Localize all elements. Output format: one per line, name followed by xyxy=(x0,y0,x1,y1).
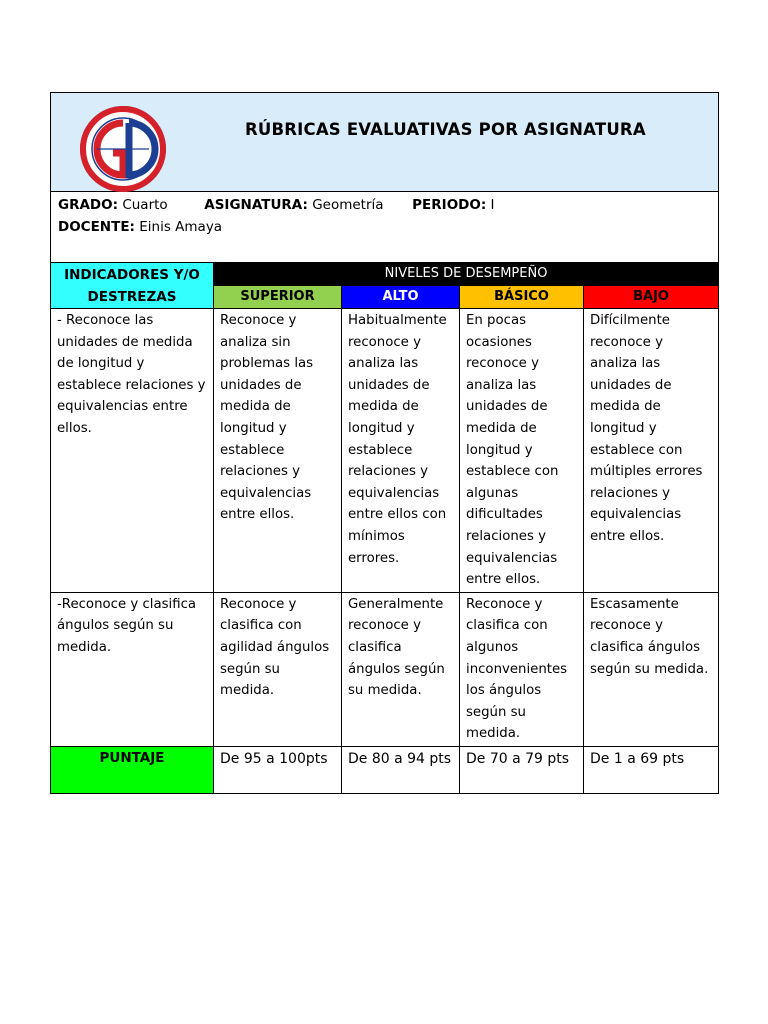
level-bajo: BAJO xyxy=(584,286,719,309)
puntaje-label: PUNTAJE xyxy=(51,746,214,793)
level-alto: ALTO xyxy=(342,286,460,309)
bajo-cell: Escasamente reconoce y clasifica ángulos según su medida. xyxy=(584,592,719,746)
table-row xyxy=(51,309,719,593)
basico-cell: Reconoce y clasifica con algunos inconvenientes los ángulos según su medida. xyxy=(460,592,584,746)
docente-label: DOCENTE: xyxy=(58,219,135,235)
periodo-label: PERIODO: xyxy=(412,197,487,213)
niveles-header: NIVELES DE DESEMPEÑO xyxy=(214,263,719,286)
page-title: RÚBRICAS EVALUATIVAS POR ASIGNATURA xyxy=(245,120,646,139)
school-logo xyxy=(79,105,167,193)
rubric-document xyxy=(50,92,718,794)
info-line-2 xyxy=(58,216,711,238)
grado-value: Cuarto xyxy=(122,197,168,213)
bajo-cell: Difícilmente reconoce y analiza las unidades de medida de longitud y establece con múltiples errores relaciones y equivalencias entre ellos. xyxy=(584,309,719,593)
document-header xyxy=(51,93,719,192)
indicador-cell: - Reconoce las unidades de medida de longitud y establece relaciones y equivalencias entre ellos. xyxy=(51,309,214,593)
indicadores-header: INDICADORES Y/O DESTREZAS xyxy=(51,263,214,309)
info-section xyxy=(51,192,719,263)
docente-value: Einis Amaya xyxy=(139,219,223,235)
asignatura-label: ASIGNATURA: xyxy=(204,197,308,213)
asignatura-value: Geometría xyxy=(312,197,384,213)
grado-label: GRADO: xyxy=(58,197,119,213)
puntaje-superior: De 95 a 100pts xyxy=(214,746,342,793)
superior-cell: Reconoce y clasifica con agilidad ángulos según su medida. xyxy=(214,592,342,746)
level-basico: BÁSICO xyxy=(460,286,584,309)
level-superior: SUPERIOR xyxy=(214,286,342,309)
table-row xyxy=(51,592,719,746)
alto-cell: Habitualmente reconoce y analiza las unidades de medida de longitud y establece relaciones y equivalencias entre ellos con mínimos errores. xyxy=(342,309,460,593)
superior-cell: Reconoce y analiza sin problemas las unidades de medida de longitud y establece relaciones y equivalencias entre ellos. xyxy=(214,309,342,593)
rubric-table xyxy=(50,92,719,794)
indicador-cell: -Reconoce y clasifica ángulos según su medida. xyxy=(51,592,214,746)
puntaje-basico: De 70 a 79 pts xyxy=(460,746,584,793)
alto-cell: Generalmente reconoce y clasifica ángulos según su medida. xyxy=(342,592,460,746)
puntaje-bajo: De 1 a 69 pts xyxy=(584,746,719,793)
periodo-value: I xyxy=(490,197,495,213)
puntaje-row xyxy=(51,746,719,793)
basico-cell: En pocas ocasiones reconoce y analiza las unidades de medida de longitud y establece con algunas dificultades relaciones y equivalencias entre ellos. xyxy=(460,309,584,593)
puntaje-alto: De 80 a 94 pts xyxy=(342,746,460,793)
info-line-1 xyxy=(58,194,711,216)
